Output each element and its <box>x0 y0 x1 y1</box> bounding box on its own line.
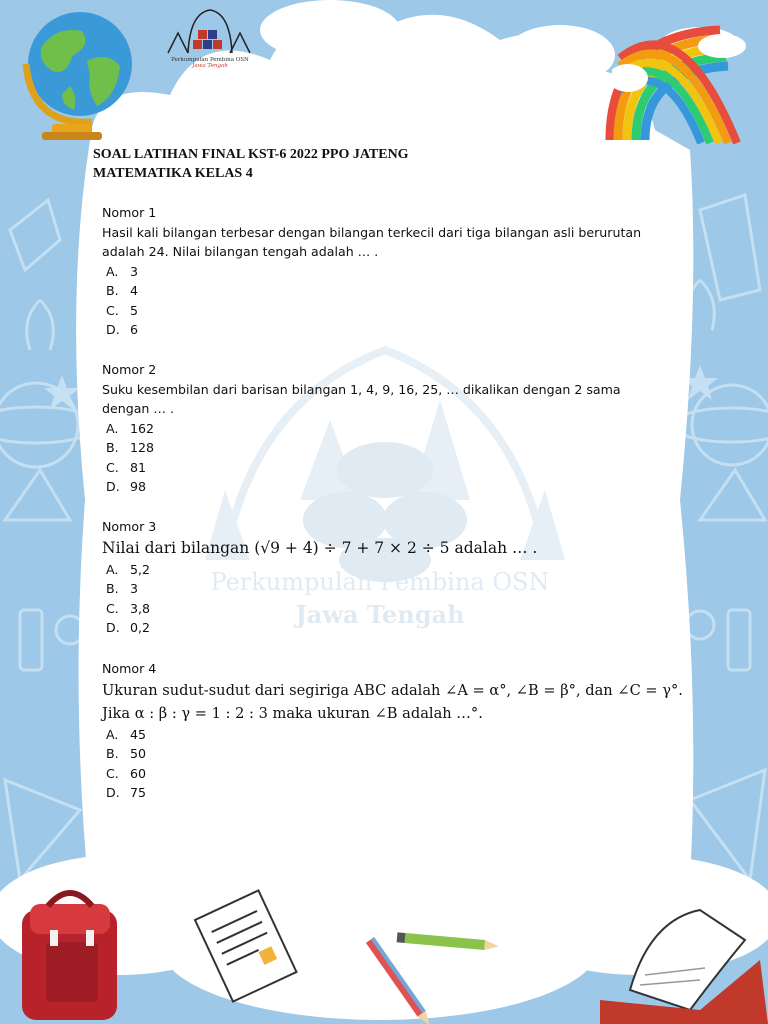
question-text: Suku kesembilan dari barisan bilangan 1, 4, 9, 16, 25, … dikalikan dengan 2 sama dengan … . <box>102 381 621 416</box>
option-letter: C. <box>106 302 119 318</box>
worksheet-header <box>93 145 409 183</box>
worksheet-subtitle: MATEMATIKA KELAS 4 <box>93 166 253 181</box>
option-d[interactable] <box>102 783 702 803</box>
question-text: Nilai dari bilangan (√9 + 4) ÷ 7 + 7 × 2 ÷ 5 adalah … . <box>102 538 538 557</box>
option-value: 0,2 <box>130 620 151 635</box>
option-letter: A. <box>106 726 119 742</box>
option-b[interactable] <box>102 579 682 599</box>
option-c[interactable] <box>102 301 682 321</box>
option-value: 81 <box>130 459 147 475</box>
option-value: 3 <box>130 581 139 596</box>
option-c[interactable] <box>102 458 647 478</box>
option-letter: A. <box>106 263 119 279</box>
option-b[interactable] <box>102 744 702 764</box>
option-value: 60 <box>130 765 147 781</box>
option-c[interactable] <box>102 764 702 784</box>
option-b[interactable] <box>102 281 682 301</box>
answer-options <box>102 419 647 497</box>
option-letter: D. <box>106 620 120 635</box>
option-letter: B. <box>106 440 119 455</box>
option-value: 50 <box>130 746 147 761</box>
option-a[interactable] <box>102 419 647 439</box>
option-letter: B. <box>106 283 119 298</box>
logo-line1: Perkumpulan Pembina OSN <box>171 57 249 63</box>
option-a[interactable] <box>102 725 702 745</box>
option-value: 45 <box>130 726 147 742</box>
option-c[interactable] <box>102 599 682 619</box>
option-value: 5 <box>130 302 139 318</box>
question-1 <box>102 203 682 340</box>
option-letter: A. <box>106 420 119 436</box>
option-letter: D. <box>106 322 120 337</box>
option-value: 6 <box>130 322 139 337</box>
answer-options <box>102 262 682 340</box>
logo-line2: Jawa Tengah <box>192 63 228 68</box>
option-value: 98 <box>130 479 147 494</box>
option-a[interactable] <box>102 262 682 282</box>
option-letter: B. <box>106 746 119 761</box>
question-label: Nomor 1 <box>102 205 157 220</box>
answer-options <box>102 725 702 803</box>
option-value: 162 <box>130 420 155 436</box>
option-value: 128 <box>130 440 155 455</box>
option-letter: D. <box>106 479 120 494</box>
question-label: Nomor 4 <box>102 661 157 676</box>
option-b[interactable] <box>102 438 647 458</box>
question-label: Nomor 2 <box>102 362 157 377</box>
question-2 <box>102 360 647 497</box>
worksheet-title: SOAL LATIHAN FINAL KST-6 2022 PPO JATENG <box>93 147 409 162</box>
option-value: 3 <box>130 263 139 279</box>
option-letter: C. <box>106 459 119 475</box>
option-letter: C. <box>106 600 119 616</box>
option-letter: A. <box>106 561 119 577</box>
option-d[interactable] <box>102 320 682 340</box>
option-value: 4 <box>130 283 139 298</box>
question-text: Hasil kali bilangan terbesar dengan bilangan terkecil dari tiga bilangan asli berurutan adalah 24. Nilai bilangan tengah adalah … . <box>102 224 642 259</box>
option-value: 75 <box>130 785 147 800</box>
question-text: Ukuran sudut-sudut dari segiriga ABC adalah ∠A = α°, ∠B = β°, dan ∠C = γ°. Jika α : β : γ = 1 : 2 : 3 maka ukuran ∠B adalah …°. <box>102 681 683 722</box>
option-value: 3,8 <box>130 600 151 616</box>
question-label: Nomor 3 <box>102 519 157 534</box>
answer-options <box>102 560 682 638</box>
watermark-line1: Perkumpulan Pembina OSN <box>210 568 550 596</box>
option-letter: C. <box>106 765 119 781</box>
option-d[interactable] <box>102 618 682 638</box>
option-a[interactable] <box>102 560 682 580</box>
watermark-line2: Jawa Tengah <box>295 600 465 629</box>
question-3 <box>102 517 682 638</box>
option-value: 5,2 <box>130 561 151 577</box>
question-4 <box>102 659 702 803</box>
option-letter: B. <box>106 581 119 596</box>
option-d[interactable] <box>102 477 647 497</box>
option-letter: D. <box>106 785 120 800</box>
